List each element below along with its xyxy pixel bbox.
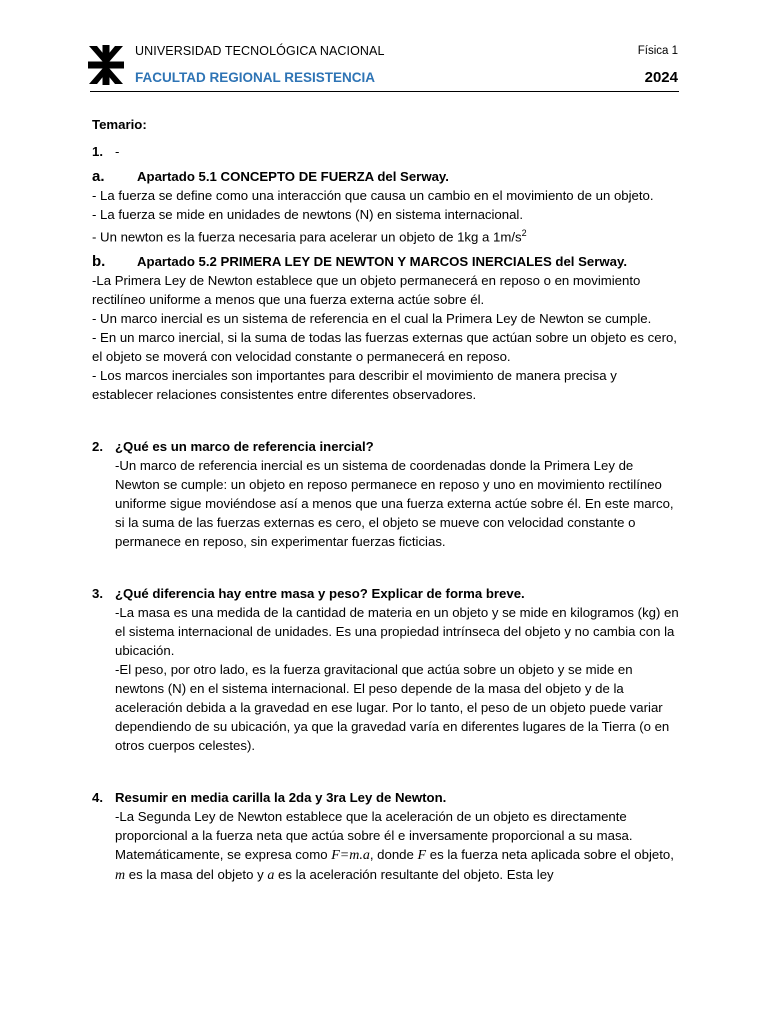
variable-a: a	[267, 868, 275, 884]
item-4-text: -La Segunda Ley de Newton establece que la aceleración de un objeto es directamente proporcional a la fuerza neta que actúa sobre él e inversamente proporcional a su masa. Matemáticamente, se expresa como	[115, 809, 633, 863]
item-2-question: ¿Qué es un marco de referencia inercial?	[115, 439, 374, 455]
year: 2024	[644, 69, 678, 86]
header-divider	[90, 91, 679, 92]
item-3-question: ¿Qué diferencia hay entre masa y peso? Explicar de forma breve.	[115, 586, 525, 602]
item-4-number: 4.	[92, 790, 103, 806]
subsection-b-line: - En un marco inercial, si la suma de todas las fuerzas externas que actúan sobre un objeto es cero, el objeto se moverá con velocidad constante o permanecerá en reposo.	[92, 330, 677, 365]
document-body	[92, 115, 680, 885]
subsection-b-title: Apartado 5.2 PRIMERA LEY DE NEWTON Y MARCOS INERCIALES del Serway.	[137, 254, 627, 270]
university-name: UNIVERSIDAD TECNOLÓGICA NACIONAL	[135, 44, 385, 58]
variable-m: m	[115, 868, 126, 884]
utn-logo-icon	[88, 45, 124, 85]
subsection-b-line: - Los marcos inerciales son importantes para describir el movimiento de manera precisa y establecer relaciones consistentes entre diferentes observadores.	[92, 368, 617, 403]
item-2	[92, 437, 680, 551]
item-4-text: , donde	[369, 847, 418, 863]
item-3-answer: -La masa es una medida de la cantidad de materia en un objeto y se mide en kilogramos (kg) en el sistema internacional de unidades. Es una propiedad intrínseca del objeto y no cambia con la ubicación.	[115, 605, 679, 659]
item-4-text: es la aceleración resultante del objeto. Esta ley	[274, 867, 554, 883]
item-3-answer: -El peso, por otro lado, es la fuerza gravitacional que actúa sobre un objeto y se mide en newtons (N) en el sistema internacional. El peso depende de la masa del objeto y de la aceleración debida a la gravedad en ese lugar. Por lo tanto, el peso de un objeto puede variar dependiendo de su ubicación, ya que la gravedad varía en diferentes lugares de la Tierra (o en otros cuerpos celestes).	[115, 662, 670, 754]
item-1-text: -	[115, 144, 120, 159]
item-2-number: 2.	[92, 439, 103, 455]
item-4-answer	[115, 807, 680, 885]
subsection-a-letter: a.	[92, 168, 105, 185]
item-1	[92, 142, 680, 161]
subsection-a-line-text: - Un newton es la fuerza necesaria para acelerar un objeto de 1kg a 1m/s	[92, 229, 522, 245]
item-3-number: 3.	[92, 586, 103, 602]
item-3	[92, 584, 680, 755]
item-4	[92, 788, 680, 885]
subsection-b-line: - Un marco inercial es un sistema de referencia en el cual la Primera Ley de Newton se cumple.	[92, 311, 652, 327]
item-4-question: Resumir en media carilla la 2da y 3ra Ley de Newton.	[115, 790, 447, 806]
subsection-a-title: Apartado 5.1 CONCEPTO DE FUERZA del Serway.	[137, 169, 449, 184]
subsection-a-line: - La fuerza se define como una interacción que causa un cambio en el movimiento de un objeto.	[92, 188, 654, 203]
variable-f: F	[417, 848, 427, 864]
temario-label: Temario:	[92, 117, 147, 132]
faculty-name: FACULTAD REGIONAL RESISTENCIA	[135, 70, 376, 85]
subsection-b-heading	[92, 252, 680, 271]
superscript: 2	[521, 228, 527, 238]
subsection-b-letter: b.	[92, 253, 106, 271]
subsection-a-line	[92, 224, 680, 246]
course-name: Física 1	[637, 45, 678, 57]
subsection-a-heading	[92, 167, 680, 186]
formula: F=m.a	[331, 848, 370, 864]
item-4-text: es la fuerza neta aplicada sobre el objeto,	[426, 847, 674, 863]
item-4-text: es la masa del objeto y	[125, 867, 268, 883]
subsection-b-line: -La Primera Ley de Newton establece que un objeto permanecerá en reposo o en movimiento rectilíneo uniforme a menos que una fuerza externa actúe sobre él.	[92, 273, 641, 308]
item-1-number: 1.	[92, 144, 103, 159]
subsection-a-line: - La fuerza se mide en unidades de newtons (N) en sistema internacional.	[92, 207, 524, 222]
item-2-answer: -Un marco de referencia inercial es un sistema de coordenadas donde la Primera Ley de Newton se cumple: un objeto en reposo permanece en reposo y uno en movimiento rectilíneo uniforme sigue moviéndose así a menos que una fuerza externa actúe sobre él. En este marco, si la suma de las fuerzas externas es cero, el objeto se mueve con velocidad constante o permanece en reposo, sin experimentar fuerzas ficticias.	[115, 458, 674, 550]
